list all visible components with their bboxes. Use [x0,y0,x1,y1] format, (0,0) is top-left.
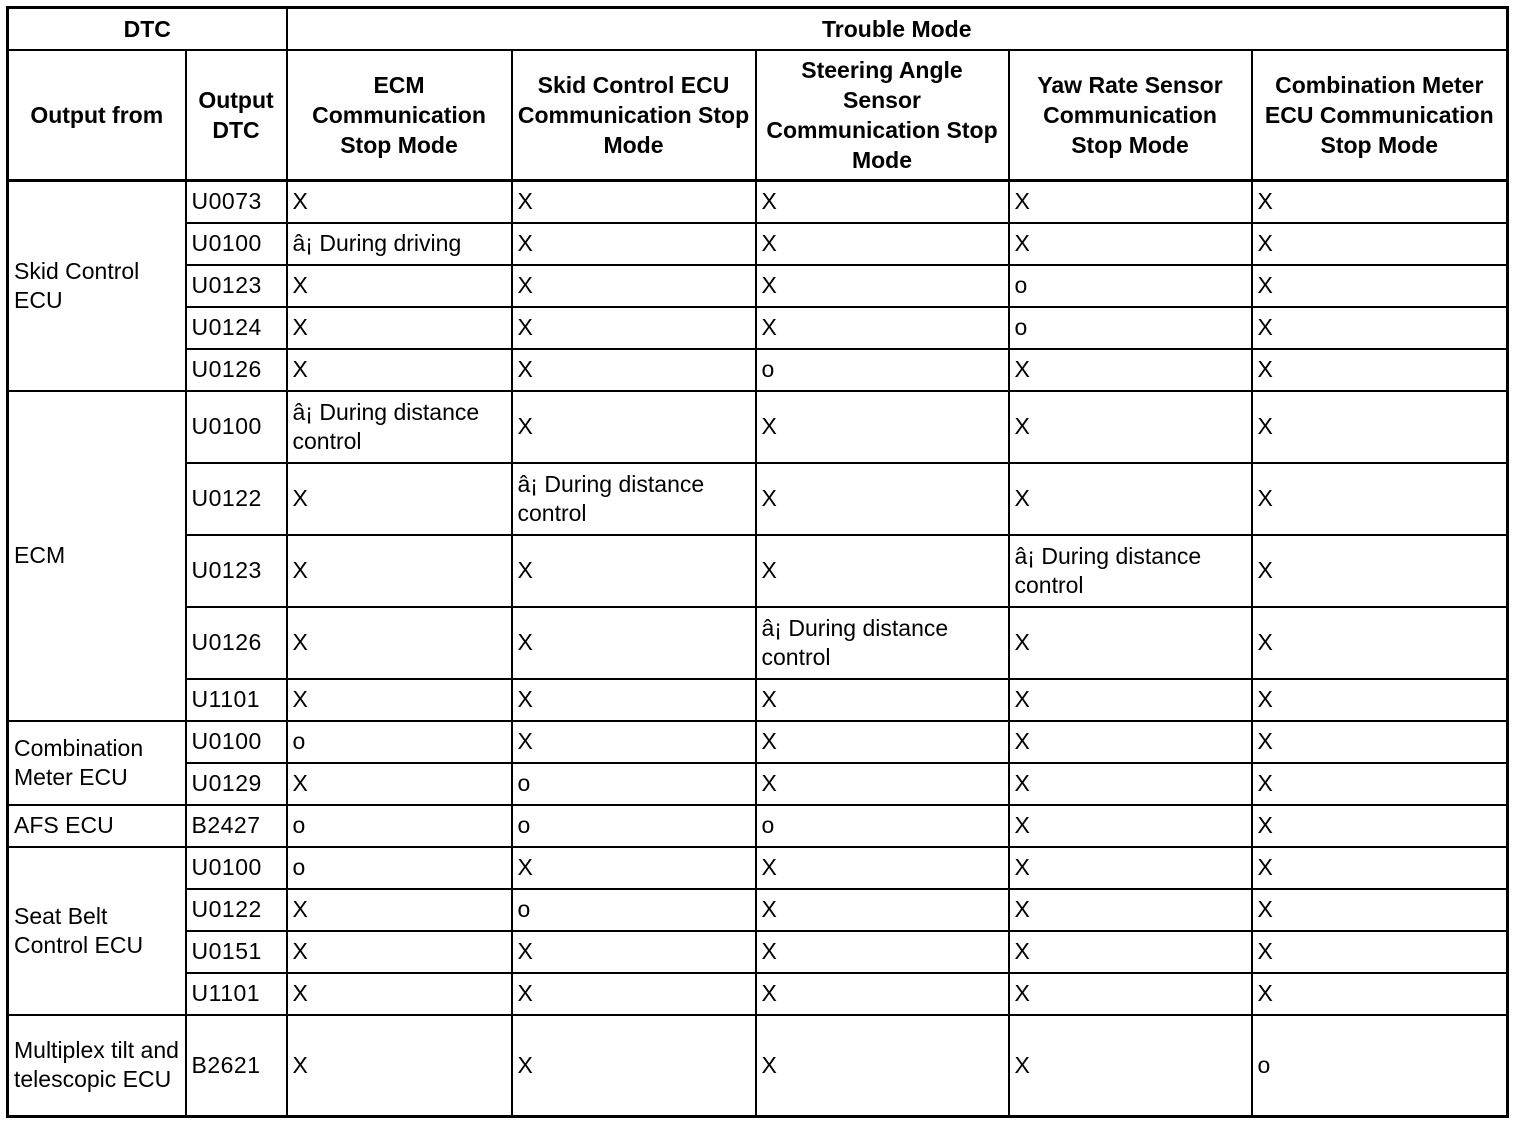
output-dtc-cell: U0100 [186,847,287,889]
trouble-mode-cell: X [1252,847,1508,889]
output-dtc-cell: U0124 [186,307,287,349]
trouble-mode-cell: X [287,307,512,349]
trouble-mode-cell: X [512,607,756,679]
trouble-mode-cell: X [1009,973,1252,1015]
trouble-mode-cell: X [1009,931,1252,973]
trouble-mode-cell: o [756,805,1009,847]
trouble-mode-cell: X [512,265,756,307]
output-dtc-cell: U1101 [186,679,287,721]
trouble-mode-cell: X [756,265,1009,307]
table-row [8,847,1508,889]
trouble-mode-cell: X [1009,391,1252,463]
trouble-mode-cell: X [1252,607,1508,679]
trouble-mode-cell: X [1252,805,1508,847]
trouble-mode-cell: X [756,181,1009,223]
output-dtc-cell: U0073 [186,181,287,223]
output-dtc-cell: B2621 [186,1015,287,1117]
table-row [8,973,1508,1015]
trouble-mode-cell: X [512,535,756,607]
trouble-mode-cell: X [1252,763,1508,805]
mode-header-ecm: ECM Communication Stop Mode [287,50,512,181]
trouble-mode-cell: X [756,889,1009,931]
trouble-mode-cell: X [1009,463,1252,535]
trouble-mode-cell: o [287,847,512,889]
trouble-mode-cell: X [287,349,512,391]
trouble-mode-cell: X [756,679,1009,721]
trouble-mode-cell: X [1009,805,1252,847]
mode-header-steering-angle-sensor: Steering Angle Sensor Communication Stop Mode [756,50,1009,181]
trouble-mode-cell: X [1009,607,1252,679]
output-dtc-cell: U1101 [186,973,287,1015]
table-row [8,679,1508,721]
trouble-mode-cell: X [756,973,1009,1015]
dtc-trouble-mode-table [6,6,1509,1118]
trouble-mode-cell: X [512,847,756,889]
output-dtc-cell: U0129 [186,763,287,805]
trouble-mode-cell: X [756,1015,1009,1117]
table-row [8,889,1508,931]
output-from-cell: Skid Control ECU [8,181,186,391]
trouble-mode-cell: X [1252,535,1508,607]
dtc-header: DTC [8,8,287,51]
table-row [8,607,1508,679]
mode-header-yaw-rate-sensor: Yaw Rate Sensor Communication Stop Mode [1009,50,1252,181]
trouble-mode-cell: X [1009,1015,1252,1117]
output-from-cell: Combination Meter ECU [8,721,186,805]
table-row [8,181,1508,223]
output-dtc-cell: U0123 [186,265,287,307]
trouble-mode-cell: o [512,763,756,805]
output-dtc-cell: U0100 [186,721,287,763]
trouble-mode-cell: X [512,307,756,349]
trouble-mode-cell: X [1252,307,1508,349]
output-dtc-cell: U0123 [186,535,287,607]
trouble-mode-cell: X [1009,721,1252,763]
trouble-mode-cell: o [1009,265,1252,307]
table-row [8,721,1508,763]
trouble-mode-cell: X [287,973,512,1015]
output-dtc-cell: U0100 [186,391,287,463]
table-row [8,931,1508,973]
trouble-mode-cell: â¡ During distance control [512,463,756,535]
trouble-mode-cell: o [287,805,512,847]
trouble-mode-cell: X [1252,391,1508,463]
trouble-mode-cell: o [756,349,1009,391]
table-row [8,763,1508,805]
trouble-mode-cell: X [756,847,1009,889]
trouble-mode-cell: X [756,223,1009,265]
trouble-mode-cell: X [1009,223,1252,265]
trouble-mode-cell: o [1252,1015,1508,1117]
trouble-mode-cell: X [1009,847,1252,889]
trouble-mode-cell: X [287,763,512,805]
trouble-mode-cell: X [1252,973,1508,1015]
output-dtc-cell: U0151 [186,931,287,973]
output-dtc-cell: U0126 [186,349,287,391]
trouble-mode-cell: X [287,181,512,223]
output-from-cell: Multiplex tilt and telescopic ECU [8,1015,186,1117]
trouble-mode-cell: X [1252,349,1508,391]
mode-header-combination-meter-ecu: Combination Meter ECU Communication Stop Mode [1252,50,1508,181]
trouble-mode-cell: X [1252,223,1508,265]
output-dtc-cell: B2427 [186,805,287,847]
trouble-mode-cell: X [512,931,756,973]
output-from-cell: Seat Belt Control ECU [8,847,186,1015]
trouble-mode-cell: X [287,889,512,931]
output-dtc-header: Output DTC [186,50,287,181]
table-row [8,463,1508,535]
trouble-mode-cell: X [756,307,1009,349]
trouble-mode-cell: X [1009,763,1252,805]
trouble-mode-cell: X [1009,889,1252,931]
trouble-mode-cell: â¡ During distance control [756,607,1009,679]
table-row [8,805,1508,847]
output-dtc-cell: U0122 [186,463,287,535]
trouble-mode-cell: X [756,391,1009,463]
table-row [8,1015,1508,1117]
table-row [8,307,1508,349]
trouble-mode-cell: X [1252,931,1508,973]
output-dtc-cell: U0122 [186,889,287,931]
trouble-mode-cell: X [287,1015,512,1117]
trouble-mode-cell: X [287,265,512,307]
trouble-mode-cell: X [512,223,756,265]
trouble-mode-cell: X [1252,721,1508,763]
trouble-mode-header: Trouble Mode [287,8,1508,51]
trouble-mode-cell: o [1009,307,1252,349]
trouble-mode-cell: X [1252,679,1508,721]
trouble-mode-cell: â¡ During distance control [1009,535,1252,607]
trouble-mode-cell: X [287,463,512,535]
trouble-mode-cell: X [287,535,512,607]
output-dtc-cell: U0126 [186,607,287,679]
output-from-header: Output from [8,50,186,181]
trouble-mode-cell: X [287,607,512,679]
trouble-mode-cell: X [756,463,1009,535]
trouble-mode-cell: X [1009,181,1252,223]
trouble-mode-cell: X [1252,181,1508,223]
trouble-mode-cell: X [512,349,756,391]
table-body [8,181,1508,1117]
trouble-mode-cell: â¡ During distance control [287,391,512,463]
trouble-mode-cell: X [756,535,1009,607]
table-row [8,535,1508,607]
table-row [8,265,1508,307]
trouble-mode-cell: X [756,721,1009,763]
trouble-mode-cell: â¡ During driving [287,223,512,265]
trouble-mode-cell: X [512,973,756,1015]
trouble-mode-cell: X [1252,265,1508,307]
trouble-mode-cell: o [287,721,512,763]
trouble-mode-cell: X [1009,349,1252,391]
trouble-mode-cell: o [512,805,756,847]
trouble-mode-cell: X [756,763,1009,805]
output-dtc-cell: U0100 [186,223,287,265]
table-row [8,349,1508,391]
trouble-mode-cell: X [512,1015,756,1117]
trouble-mode-cell: X [512,679,756,721]
trouble-mode-cell: X [287,679,512,721]
output-from-cell: AFS ECU [8,805,186,847]
table-row [8,391,1508,463]
output-from-cell: ECM [8,391,186,721]
trouble-mode-cell: X [512,721,756,763]
trouble-mode-cell: X [1009,679,1252,721]
trouble-mode-cell: X [1252,463,1508,535]
mode-header-skid-control-ecu: Skid Control ECU Communication Stop Mode [512,50,756,181]
trouble-mode-cell: X [287,931,512,973]
trouble-mode-cell: o [512,889,756,931]
trouble-mode-cell: X [512,391,756,463]
trouble-mode-cell: X [756,931,1009,973]
trouble-mode-cell: X [1252,889,1508,931]
trouble-mode-cell: X [512,181,756,223]
table-row [8,223,1508,265]
